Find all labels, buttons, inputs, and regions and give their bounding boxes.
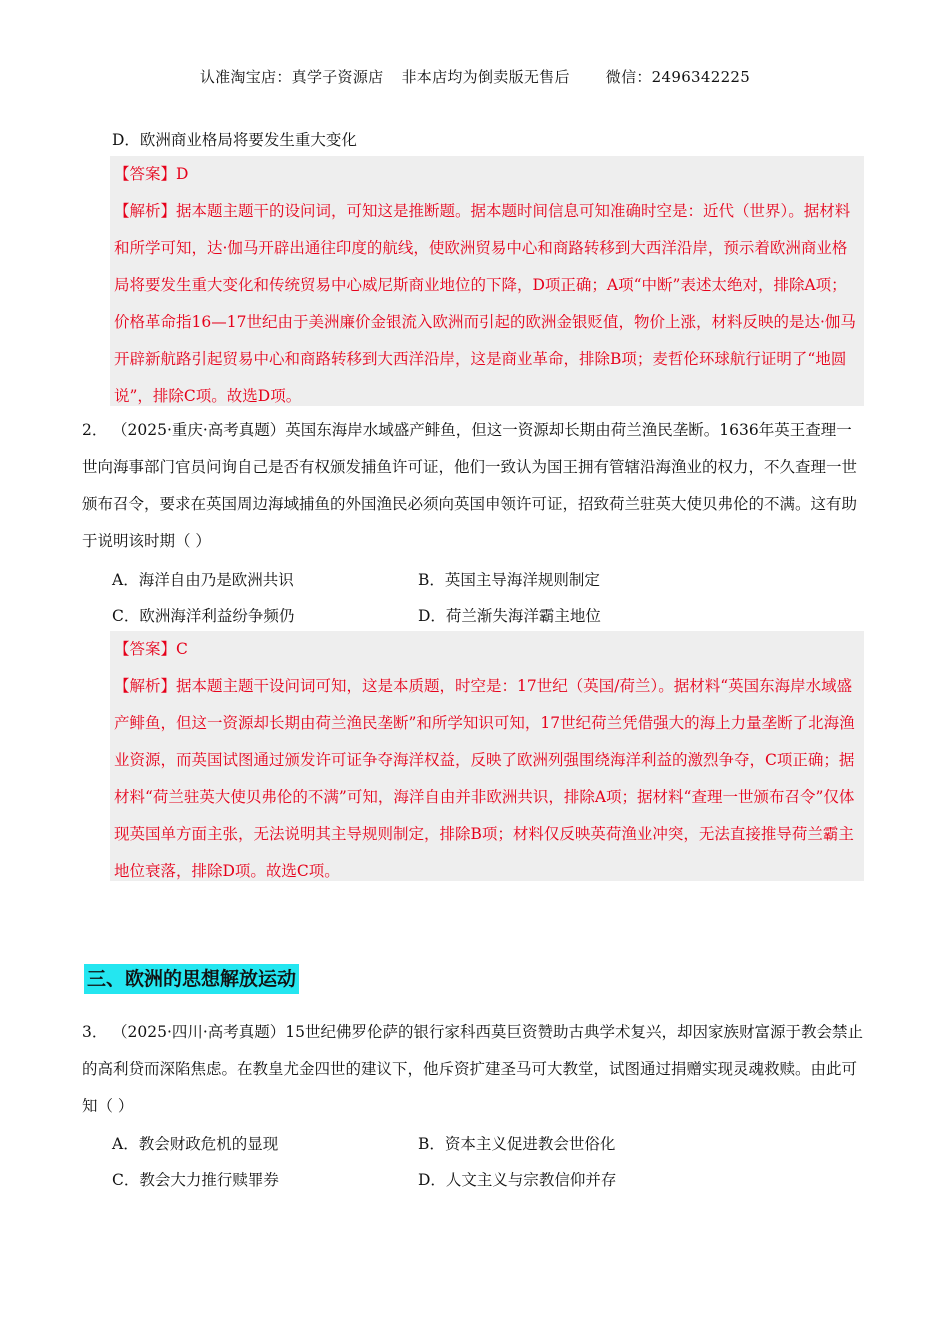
q2-option-b: B．英国主导海洋规则制定 [418, 571, 600, 589]
header-wechat: 微信：2496342225 [605, 68, 751, 86]
q1-answer: 【答案】D [114, 165, 189, 183]
q1-answer-box [110, 156, 864, 406]
q2-analysis-label: 【解析】 [114, 677, 177, 695]
q1-analysis-label: 【解析】 [114, 202, 177, 220]
q1-analysis [114, 193, 860, 415]
q3-options-row-1 [112, 1132, 812, 1168]
header-notice: 非本店均为倒卖版无售后 [401, 68, 570, 86]
q3-options [112, 1132, 812, 1204]
q2-analysis-text: 据本题主题干设问词可知，这是本质题，时空是：17世纪（英国/荷兰）。据材料“英国东海岸水域盛产鲱鱼，但这一资源却长期由荷兰渔民垄断”和所学知识可知，17世纪荷兰凭借强大的海上力量垄断了北海渔业资源，而英国试图通过颁发许可证争夺海洋权益，反映了欧洲列强围绕海洋利益的激烈争夺，C项正确；据材料“荷兰驻英大使贝弗伦的不满”可知，海洋自由并非欧洲共识，排除A项；据材料“查理一世颁布召令”仅体现英国单方面主张，无法说明其主导规则制定，排除B项；材料仅反映英荷渔业冲突，无法直接推导荷兰霸主地位衰落，排除D项。故选C项。 [114, 677, 855, 880]
section-title: 三、欧洲的思想解放运动 [84, 964, 299, 994]
q3-option-b: B．资本主义促进教会世俗化 [418, 1135, 616, 1153]
q2-stem [82, 412, 866, 560]
q2-option-c: C．欧洲海洋利益纷争频仍 [112, 607, 295, 625]
q3-stem [82, 1014, 866, 1125]
q3-stem-text: （2025·四川·高考真题）15世纪佛罗伦萨的银行家科西莫巨资赞助古典学术复兴，却因家族财富源于教会禁止的高利贷而深陷焦虑。在教皇尤金四世的建议下，他斥资扩建圣马可大教堂，试图通过捐赠实现灵魂救赎。由此可知（ ） [82, 1023, 864, 1115]
q3-options-row-2 [112, 1168, 812, 1204]
q3-option-d: D．人文主义与宗教信仰并存 [418, 1171, 617, 1189]
page-header [0, 66, 950, 87]
q2-option-a: A．海洋自由乃是欧洲共识 [112, 571, 294, 589]
q2-number: 2． [82, 421, 108, 439]
q2-analysis [114, 668, 860, 890]
q2-answer: 【答案】C [114, 640, 188, 658]
q3-option-c: C．教会大力推行赎罪券 [112, 1171, 279, 1189]
q2-options [112, 568, 812, 640]
q1-option-d: D．欧洲商业格局将要发生重大变化 [112, 131, 357, 149]
header-shop: 认准淘宝店：真学子资源店 [199, 68, 384, 86]
q1-analysis-text: 据本题主题干的设问词，可知这是推断题。据本题时间信息可知准确时空是：近代（世界）。据材料和所学可知，达·伽马开辟出通往印度的航线，使欧洲贸易中心和商路转移到大西洋沿岸，预示着欧洲商业格局将要发生重大变化和传统贸易中心威尼斯商业地位的下降，D项正确；A项“中断”表述太绝对，排除A项；价格革命指16—17世纪由于美洲廉价金银流入欧洲而引起的欧洲金银贬值，物价上涨，材料反映的是达·伽马开辟新航路引起贸易中心和商路转移到大西洋沿岸，这是商业革命，排除B项；麦哲伦环球航行证明了“地圆说”，排除C项。故选D项。 [114, 202, 856, 405]
q2-stem-text: （2025·重庆·高考真题）英国东海岸水域盛产鲱鱼，但这一资源却长期由荷兰渔民垄断。1636年英王查理一世向海事部门官员问询自己是否有权颁发捕鱼许可证，他们一致认为国王拥有管辖沿海渔业的权力，不久查理一世颁布召令，要求在英国周边海域捕鱼的外国渔民必须向英国申领许可证，招致荷兰驻英大使贝弗伦的不满。这有助于说明该时期（ ） [82, 421, 858, 550]
q2-options-row-1 [112, 568, 812, 604]
q3-number: 3． [82, 1023, 108, 1041]
q2-option-d: D．荷兰渐失海洋霸主地位 [418, 607, 601, 625]
q3-option-a: A．教会财政危机的显现 [112, 1135, 279, 1153]
q2-answer-box [110, 631, 864, 881]
